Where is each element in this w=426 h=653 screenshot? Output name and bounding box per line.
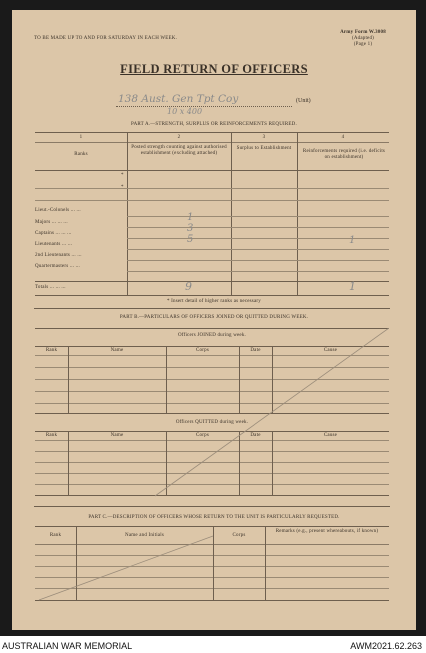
part-a-table [35,132,389,295]
joined-col-name: Name [110,348,124,353]
quitted-col-cause: Cause [323,433,338,438]
joined-col-date: Date [250,348,261,353]
page-title [12,62,416,77]
joined-col-cause: Cause [323,348,338,353]
unit-handwritten-sub: 10 x 400 [167,107,203,116]
row-asterisk-1: * [121,173,124,178]
quitted-col-corps: Corps [196,433,209,438]
col-header-ranks: Ranks [74,152,88,157]
form-adapted: (Adapted) [351,36,375,41]
quitted-col-rank: Rank [45,433,58,438]
row-asterisk-2: * [121,185,124,190]
part-a-heading: PART A.—STRENGTH, SURPLUS OR REINFORCEMENTS REQUIRED. [131,122,297,127]
partc-col-rank: Rank [49,533,62,538]
col-num-4: 4 [341,135,345,140]
reinf-lieutenants: 1 [349,235,356,246]
col-header-surplus: Surplus to Establishment [236,146,292,151]
joined-title: Officers JOINED during week. [178,333,246,338]
instruction-text: TO BE MADE UP TO AND FOR SATURDAY IN EACH WEEK. [34,36,178,41]
unit-handwritten: 138 Aust. Gen Tpt Coy [118,93,239,105]
part-b-cancel-stroke [35,328,389,498]
footer-institution: AUSTRALIAN WAR MEMORIAL [2,641,133,651]
page-title-text: FIELD RETURN OF OFFICERS [120,62,308,76]
col-header-reinforcements: Reinforcements required (i.e. deficits on establishment) [302,149,386,160]
col-num-1: 1 [79,135,83,140]
quitted-title: Officers QUITTED during week. [175,420,249,425]
joined-col-rank: Rank [45,348,58,353]
form-number [330,30,396,48]
part-c-table [35,526,389,601]
rank-lieutenants: Lieutenants ... ... [35,242,73,247]
partc-col-corps: Corps [232,533,246,538]
form-page-label: (Page 1) [353,42,373,47]
totals-posted: 9 [185,280,192,293]
joined-col-corps: Corps [196,348,209,353]
unit-label: (Unit) [296,98,311,104]
form-number-title: Army Form W.3008 [340,30,386,35]
rank-lieut-colonels: Lieut.-Colonels ... ... [35,208,81,213]
archive-footer [0,636,426,653]
posted-captains: 3 [187,223,194,234]
part-c-cancel-stroke [35,526,389,601]
posted-majors: 1 [187,212,194,223]
rank-quartermasters: Quartermasters ... ... [35,264,80,269]
rank-captains: Captains ... ... ... [35,231,72,236]
partc-col-remarks: Remarks (e.g., present whereabouts, if known) [275,529,379,534]
rank-2nd-lieutenants: 2nd Lieutenants ... ... [35,253,82,258]
totals-reinf: 1 [349,280,356,293]
part-b-heading: PART B.—PARTICULARS OF OFFICERS JOINED OR QUITTED DURING WEEK. [119,315,309,320]
posted-lieutenants: 5 [187,234,194,245]
quitted-col-name: Name [110,433,124,438]
col-header-posted: Posted strength counting against authorised establishment (excluding attached) [131,145,227,156]
footer-accession-number: AWM2021.62.263 [350,641,422,651]
form-page [12,10,416,630]
col-num-2: 2 [177,135,181,140]
col-num-3: 3 [262,135,266,140]
partc-col-name: Name and Initials [125,533,164,538]
quitted-col-date: Date [250,433,261,438]
footnote: * Insert detail of higher ranks as necessary [167,299,261,304]
part-c-heading: PART C.—DESCRIPTION OF OFFICERS WHOSE RETURN TO THE UNIT IS PARTICULARLY REQUESTED. [88,515,340,520]
rank-majors: Majors ... ... ... [35,220,68,225]
totals-label: Totals ... ... ... [35,285,66,290]
